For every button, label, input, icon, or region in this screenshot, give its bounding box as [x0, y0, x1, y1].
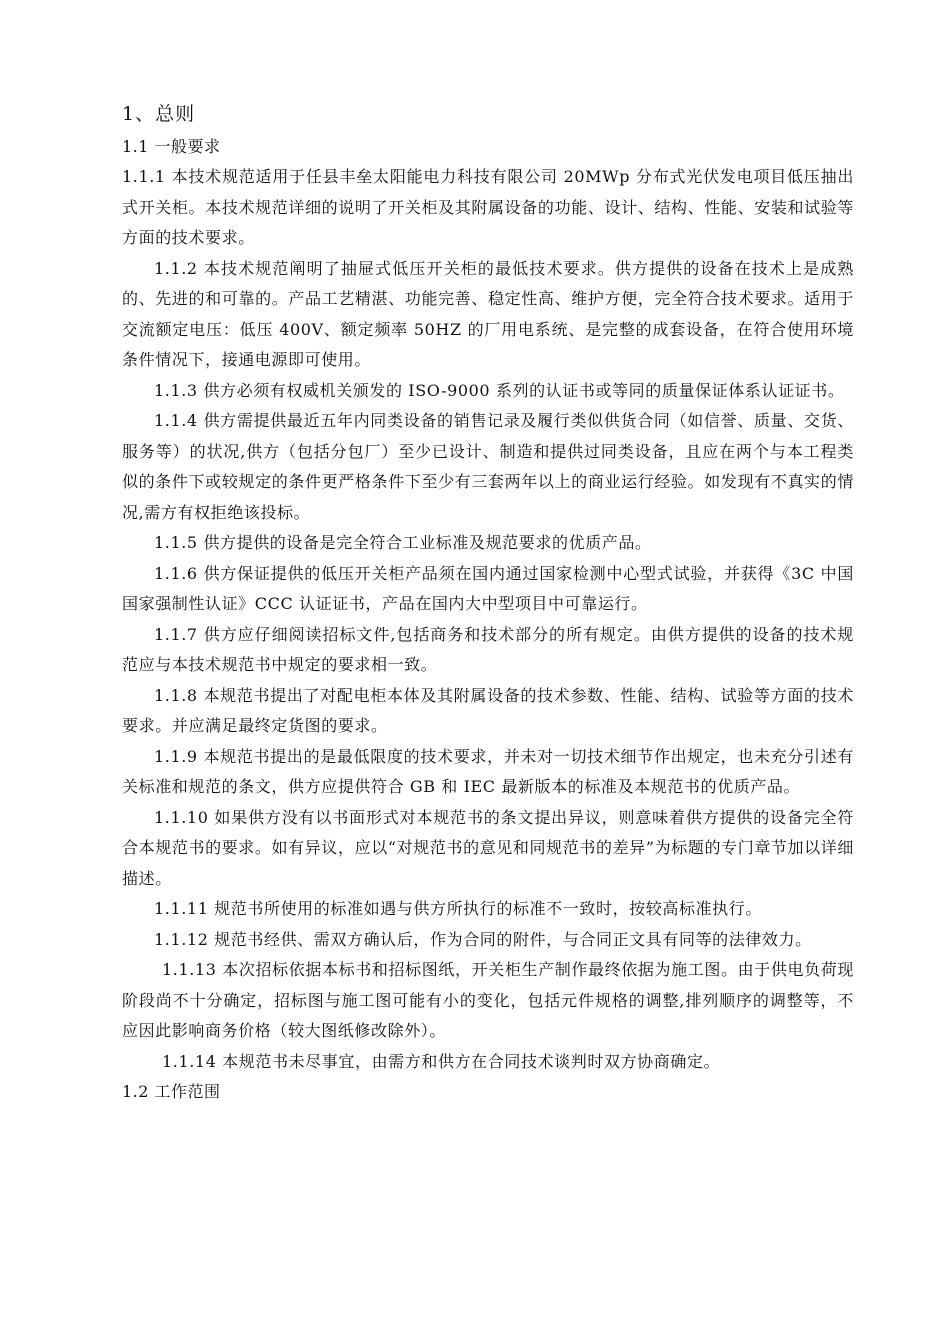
paragraph-1-1-3: 1.1.3 供方必须有权威机关颁发的 ISO-9000 系列的认证书或等同的质量保证体系认证证书。 [154, 380, 845, 400]
paragraph-1-1-13: 1.1.13 本次招标依据本标书和招标图纸，开关柜生产制作最终依据为施工图。由于供电负荷现阶段尚不十分确定，招标图与施工图可能有小的变化，包括元件规格的调整,排列顺序的调整等，不应因此影响商务价格（较大图纸修改除外）。 [122, 960, 854, 1040]
section-title-general-requirements: 1.1 一般要求 [122, 137, 221, 156]
paragraph-1-1-14: 1.1.14 本规范书未尽事宜，由需方和供方在合同技术谈判时双方协商确定。 [162, 1051, 721, 1071]
paragraph-1-1-10: 1.1.10 如果供方没有以书面形式对本规范书的条文提出异议，则意味着供方提供的设备完全符合本规范书的要求。如有异议，应以“对规范书的意见和同规范书的差异”为标题的专门章节加以详细描述。 [122, 807, 854, 888]
paragraph-1-1-12: 1.1.12 规范书经供、需双方确认后，作为合同的附件，与合同正文具有同等的法律效力。 [154, 929, 812, 949]
paragraph-1-1-1: 1.1.1 本技术规范适用于任县丰垒太阳能电力科技有限公司 20MWp 分布式光伏发电项目低压抽出式开关柜。本技术规范详细的说明了开关柜及其附属设备的功能、设计、结构、性能、安装和试验等方面的技术要求。 [122, 167, 854, 247]
document-body [122, 100, 854, 1107]
paragraph-1-1-9: 1.1.9 本规范书提出的是最低限度的技术要求，并未对一切技术细节作出规定，也未充分引述有关标准和规范的条文，供方应提供符合 GB 和 IEC 最新版本的标准及本规范书的优质产品。 [122, 746, 854, 796]
chapter-heading: 1、总则 [122, 103, 196, 125]
paragraph-1-1-4: 1.1.4 供方需提供最近五年内同类设备的销售记录及履行类似供货合同（如信誉、质量、交货、服务等）的状况,供方（包括分包厂）至少已设计、制造和提供过同类设备，且应在两个与本工程类似的条件下或较规定的条件更严格条件下至少有三套两年以上的商业运行经验。如发现有不真实的情况,需方有权拒绝该投标。 [122, 411, 854, 522]
paragraph-1-1-11: 1.1.11 规范书所使用的标准如遇与供方所执行的标准不一致时，按较高标准执行。 [154, 899, 762, 918]
paragraph-1-1-5: 1.1.5 供方提供的设备是完全符合工业标准及规范要求的优质产品。 [154, 533, 652, 552]
paragraph-1-1-8: 1.1.8 本规范书提出了对配电柜本体及其附属设备的技术参数、性能、结构、试验等方面的技术要求。并应满足最终定货图的要求。 [122, 685, 854, 735]
paragraph-1-1-7: 1.1.7 供方应仔细阅读招标文件,包括商务和技术部分的所有规定。由供方提供的设备的技术规范应与本技术规范书中规定的要求相一致。 [122, 624, 854, 674]
paragraph-1-1-2: 1.1.2 本技术规范阐明了抽屉式低压开关柜的最低技术要求。供方提供的设备在技术上是成熟的、先进的和可靠的。产品工艺精湛、功能完善、稳定性高、维护方便，完全符合技术要求。适用于交流额定电压：低压 400V、额定频率 50HZ 的厂用电系统、是完整的成套设备，在符合使用环境条件情况下，接通电源即可使用。 [122, 258, 854, 369]
paragraph-1-1-6: 1.1.6 供方保证提供的低压开关柜产品须在国内通过国家检测中心型式试验，并获得《3C 中国国家强制性认证》CCC 认证证书，产品在国内大中型项目中可靠运行。 [122, 563, 854, 613]
section-title-scope-of-work: 1.2 工作范围 [122, 1082, 221, 1101]
